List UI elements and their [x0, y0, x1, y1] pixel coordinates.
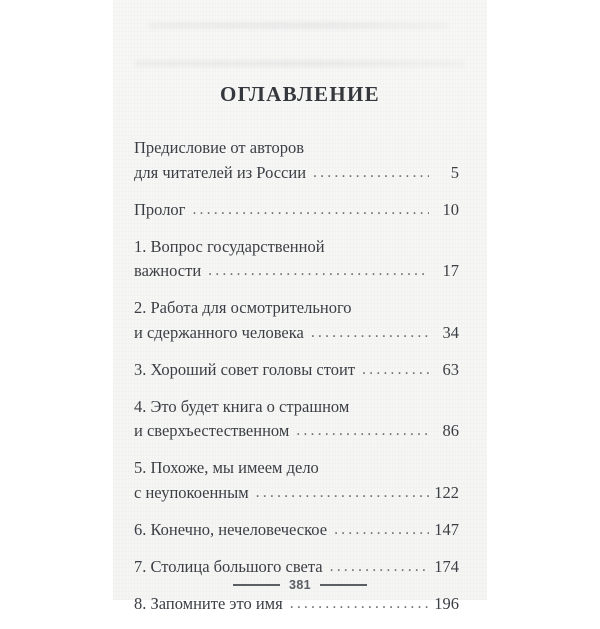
- toc-entry-line: [134, 259, 459, 284]
- footer-rule-left: [233, 584, 280, 586]
- toc-entry-label: 3. Хороший совет головы стоит: [134, 359, 356, 379]
- toc-entry-label: и сверхъестественном: [134, 421, 290, 440]
- toc-leader-dots: [334, 518, 429, 543]
- toc-leader-dots: [313, 161, 429, 186]
- toc-entry[interactable]: [134, 358, 459, 383]
- table-of-contents: [134, 136, 459, 629]
- paper-showthrough-mark: [149, 22, 449, 29]
- toc-entry-line: [134, 198, 459, 223]
- toc-page-number: 63: [442, 359, 459, 379]
- toc-page-number: 147: [434, 519, 459, 539]
- toc-leader-dots: [330, 555, 429, 580]
- toc-page-number: 5: [450, 162, 459, 182]
- toc-entry-label: Пролог: [134, 199, 186, 219]
- toc-entry[interactable]: [134, 518, 459, 543]
- toc-entry[interactable]: [134, 395, 459, 444]
- toc-leader-dots: [296, 419, 429, 444]
- toc-entry-line: [134, 235, 459, 260]
- toc-page-number: 174: [434, 556, 459, 576]
- footer-rule-right: [320, 584, 367, 586]
- toc-leader-dots: [311, 321, 429, 346]
- toc-entry[interactable]: [134, 198, 459, 223]
- page-title: ОГЛАВЛЕНИЕ: [220, 82, 380, 106]
- toc-leader-dots: [192, 198, 429, 223]
- toc-entry-label: 6. Конечно, нечеловеческое: [134, 519, 328, 539]
- toc-entry-line: [134, 555, 459, 580]
- toc-entry-line: [134, 481, 459, 506]
- paper-showthrough-mark: [135, 60, 465, 67]
- toc-entry[interactable]: [134, 235, 459, 284]
- toc-leader-dots: [256, 481, 429, 506]
- toc-page-number: 34: [442, 322, 459, 342]
- toc-entry-label: Предисловие от авторов: [134, 138, 304, 157]
- toc-page-number: 196: [434, 593, 459, 613]
- toc-entry-line: [134, 518, 459, 543]
- toc-page-number: 122: [434, 482, 459, 502]
- page-footer: [113, 578, 487, 592]
- toc-entry-line: [134, 358, 459, 383]
- toc-entry-line: [134, 592, 459, 617]
- toc-entry-label: 2. Работа для осмотрительного: [134, 298, 352, 317]
- toc-entry-label: и сдержанного человека: [134, 322, 304, 342]
- toc-entry-line: [134, 419, 459, 444]
- toc-entry-label: с неупокоенным: [134, 482, 249, 502]
- toc-entry-label: 1. Вопрос государственной: [134, 236, 325, 256]
- toc-entry-line: [134, 395, 459, 420]
- toc-leader-dots: [290, 592, 429, 617]
- toc-entry[interactable]: [134, 456, 459, 505]
- toc-entry-line: [134, 321, 459, 346]
- toc-entry-label: 8. Запомните это имя: [134, 593, 283, 613]
- toc-entry[interactable]: [134, 296, 459, 345]
- toc-page-number: 10: [442, 199, 459, 219]
- toc-entry-line: [134, 296, 459, 321]
- toc-entry-label: для читателей из России: [134, 162, 307, 182]
- toc-page-number: 86: [442, 421, 459, 440]
- toc-leader-dots: [362, 358, 429, 383]
- toc-entry-label: 4. Это будет книга о страшном: [134, 396, 350, 416]
- toc-entry[interactable]: [134, 136, 459, 185]
- toc-page-number: 17: [442, 261, 459, 280]
- book-page: [113, 0, 487, 613]
- toc-entry[interactable]: [134, 592, 459, 617]
- toc-entry-label: важности: [134, 261, 202, 280]
- folio-number: 381: [288, 578, 312, 592]
- toc-entry-label: 5. Похоже, мы имеем дело: [134, 458, 319, 477]
- toc-entry-line: [134, 456, 459, 481]
- toc-entry-line: [134, 136, 459, 161]
- toc-entry[interactable]: [134, 555, 459, 580]
- toc-leader-dots: [208, 259, 429, 284]
- toc-entry-label: 7. Столица большого света: [134, 556, 323, 576]
- toc-entry-line: [134, 161, 459, 186]
